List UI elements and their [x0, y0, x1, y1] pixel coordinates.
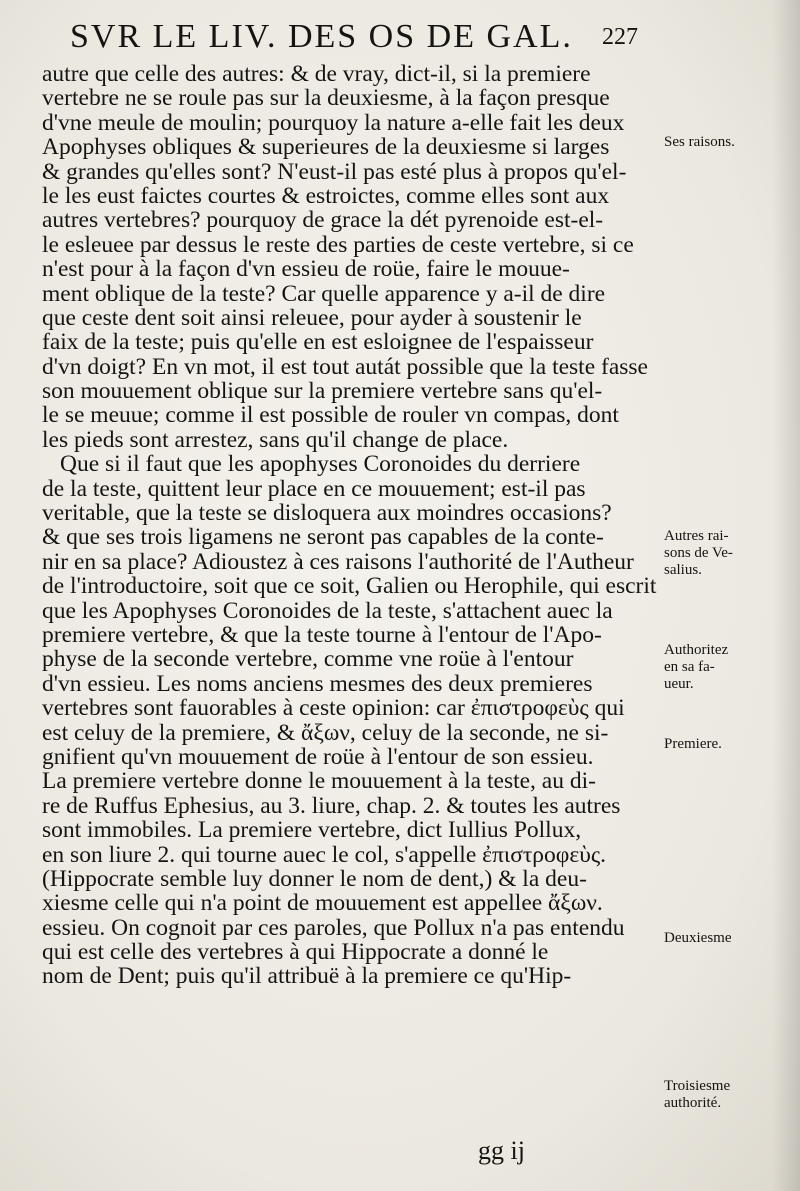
margin-note-line: en sa fa- — [664, 659, 715, 675]
page-edge-shadow — [772, 0, 800, 1191]
main-text-block — [42, 62, 667, 989]
text-line: d'vne meule de moulin; pourquoy la nature a-elle fait les deux — [42, 110, 625, 136]
text-line: & grandes qu'elles sont? N'eust-il pas esté plus à propos qu'el- — [42, 159, 627, 184]
text-line: sont immobiles. La premiere vertebre, dict Iullius Pollux, — [42, 818, 582, 843]
text-line: faix de la teste; puis qu'elle en est esloignee de l'espaisseur — [42, 330, 594, 355]
text-line: ment oblique de la teste? Car quelle apparence y a-il de dire — [42, 281, 606, 306]
margin-note-premiere — [664, 736, 794, 753]
text-line: en son liure 2. qui tourne auec le col, s'appelle ἐπιστροφεὺς. — [42, 842, 607, 867]
text-line: de l'introductoire, soit que ce soit, Galien ou Herophile, qui escrit — [42, 574, 657, 599]
text-line: vertebres sont fauorables à ceste opinion: car ἐπιστροφεὺς qui — [42, 696, 625, 721]
margin-note-autres-raisons — [664, 528, 794, 579]
text-line: d'vn doigt? En vn mot, il est tout autát possible que la teste fasse — [42, 354, 648, 380]
margin-note-ses-raisons — [664, 134, 794, 151]
text-line: vertebre ne se roule pas sur la deuxiesme, à la façon presque — [42, 86, 610, 111]
margin-note-line: Deuxiesme — [664, 930, 732, 946]
text-line: gnifient qu'vn mouuement de roüe à l'entour de son essieu. — [42, 744, 594, 770]
margin-note-line: Troisiesme — [664, 1078, 731, 1094]
text-line: les pieds sont arrestez, sans qu'il change de place. — [42, 427, 509, 453]
text-line: que ceste dent soit ainsi releuee, pour ayder à soustenir le — [42, 305, 582, 331]
text-line: qui est celle des vertebres à qui Hippocrate a donné le — [42, 940, 549, 965]
text-line: que les Apophyses Coronoides de la teste, s'attachent auec la — [42, 598, 613, 623]
margin-note-deuxiesme — [664, 930, 794, 947]
text-line: premiere vertebre, & que la teste tourne à l'entour de l'Apo- — [42, 622, 602, 648]
margin-note-line: authorité. — [664, 1095, 722, 1111]
text-line: son mouuement oblique sur la premiere vertebre sans qu'el- — [42, 379, 603, 404]
text-line: nir en sa place? Adioustez à ces raisons l'authorité de l'Autheur — [42, 549, 634, 575]
margin-note-line: Premiere. — [664, 736, 722, 752]
text-line: veritable, que la teste se disloquera aux moindres occasions? — [42, 501, 612, 526]
text-line: le esleuee par dessus le reste des parties de ceste vertebre, si ce — [42, 232, 634, 258]
text-line: n'est pour à la façon d'vn essieu de roüe, faire le mouue- — [42, 257, 570, 282]
text-line: de la teste, quittent leur place en ce mouuement; est-il pas — [42, 476, 586, 502]
text-line: physe de la seconde vertebre, comme vne roüe à l'entour — [42, 647, 574, 672]
margin-note-line: sons de Ve- — [664, 545, 733, 561]
running-title: SVR LE LIV. DES OS DE GAL. — [70, 18, 573, 55]
margin-note-line: Autres rai- — [664, 528, 729, 544]
margin-note-troisiesme — [664, 1078, 794, 1112]
text-line: re de Ruffus Ephesius, au 3. liure, chap. 2. & toutes les autres — [42, 793, 621, 819]
text-line: (Hippocrate semble luy donner le nom de dent,) & la deu- — [42, 866, 587, 892]
margin-note-line: Authoritez — [664, 642, 729, 658]
text-line: le se meuue; comme il est possible de rouler vn compas, dont — [42, 403, 619, 428]
text-line: La premiere vertebre donne le mouuement à la teste, au di- — [42, 769, 596, 794]
margin-note-line: Ses raisons. — [664, 134, 735, 150]
text-line: xiesme celle qui n'a point de mouuement est appellee ἄξων. — [42, 891, 603, 916]
text-line: essieu. On cognoit par ces paroles, que Pollux n'a pas entendu — [42, 915, 625, 941]
margin-note-line: salius. — [664, 562, 702, 578]
text-line: Apophyses obliques & superieures de la deuxiesme si larges — [42, 135, 610, 160]
margin-note-authoritez — [664, 642, 794, 693]
text-line: & que ses trois ligamens ne seront pas capables de la conte- — [42, 525, 604, 550]
text-line: est celuy de la premiere, & ἄξων, celuy de la seconde, ne si- — [42, 720, 609, 745]
text-line: Que si il faut que les apophyses Coronoides du derriere — [60, 452, 581, 477]
margin-note-line: ueur. — [664, 676, 694, 692]
text-line: nom de Dent; puis qu'il attribuë à la premiere ce qu'Hip- — [42, 964, 572, 989]
text-line: d'vn essieu. Les noms anciens mesmes des deux premieres — [42, 671, 593, 697]
text-line: autres vertebres? pourquoy de grace la dét pyrenoide est-el- — [42, 208, 604, 233]
page-number: 227 — [602, 24, 638, 50]
signature-mark: gg ij — [478, 1136, 525, 1165]
text-line: le les eust faictes courtes & estroictes, comme elles sont aux — [42, 183, 610, 209]
text-line: autre que celle des autres: & de vray, dict-il, si la premiere — [42, 62, 591, 87]
